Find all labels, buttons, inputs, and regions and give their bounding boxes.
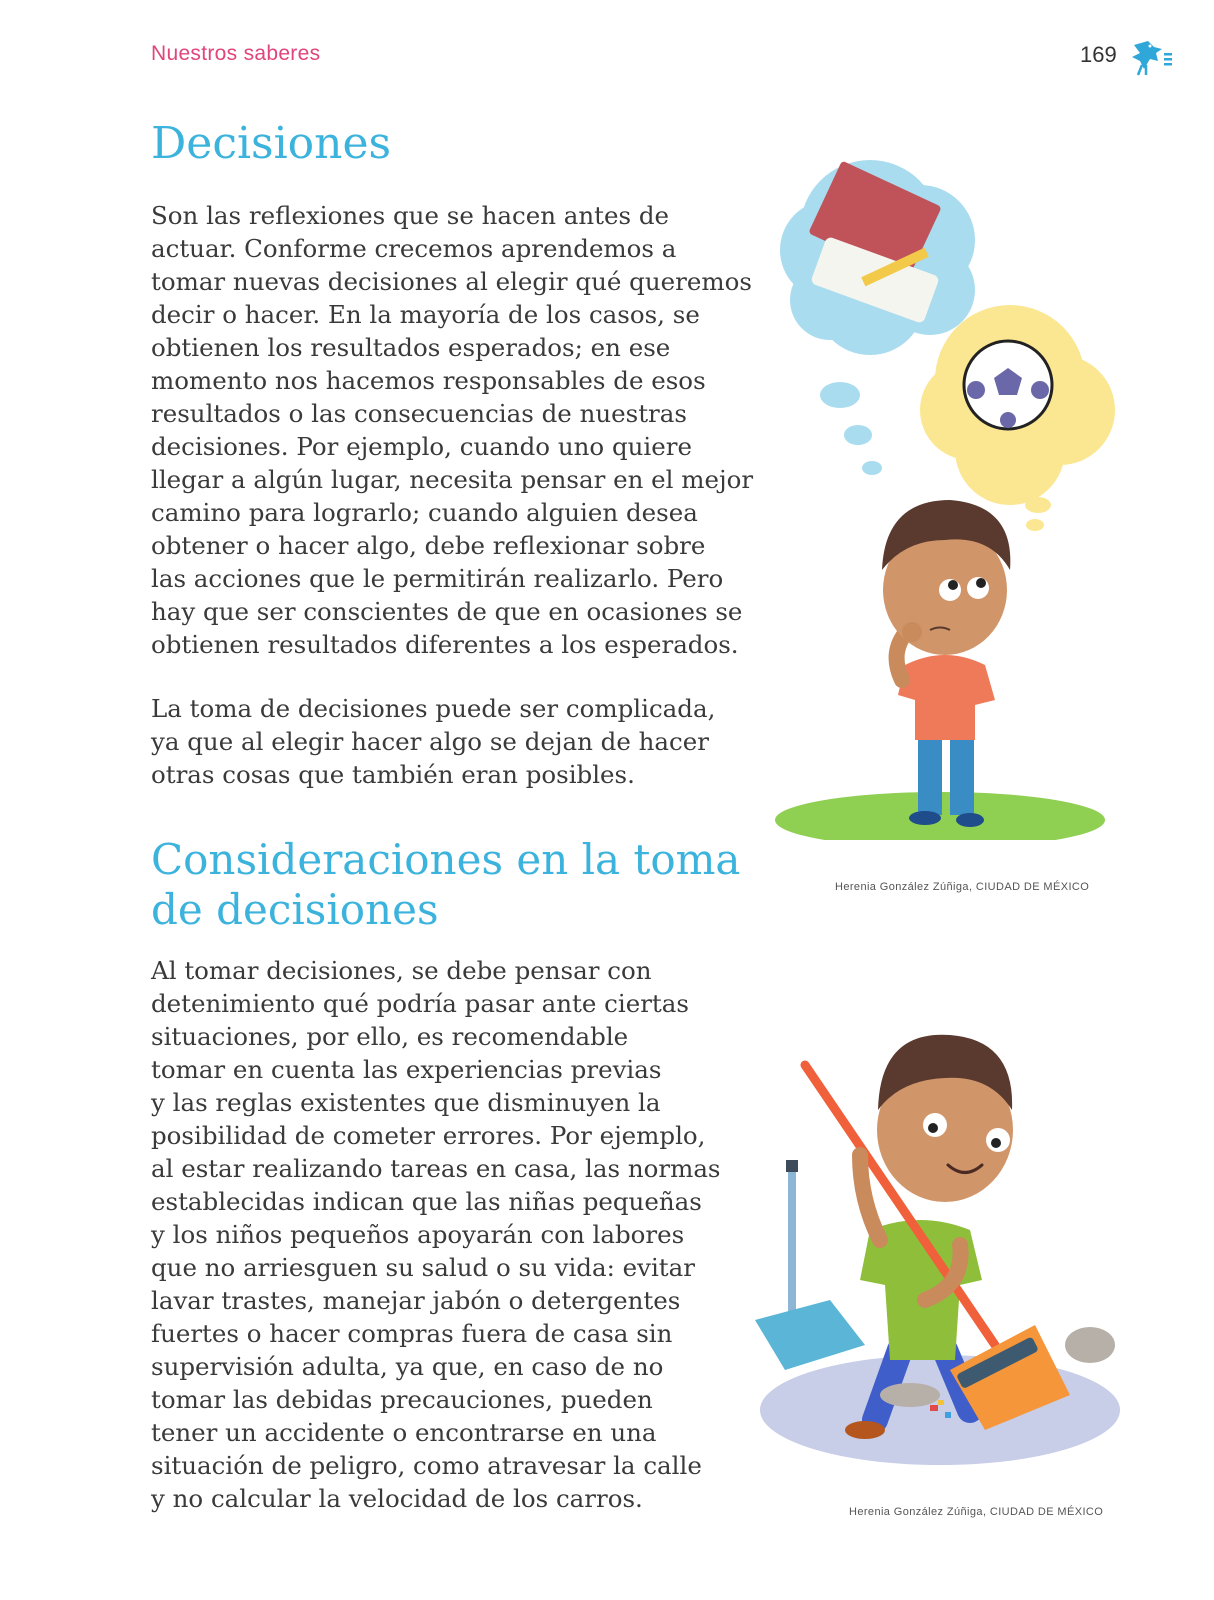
thinking-boy-illustration [770, 140, 1130, 840]
image-credit: Herenia González Zúñiga, CIUDAD DE MÉXICO [849, 1506, 1104, 1518]
image-credit: Herenia González Zúñiga, CIUDAD DE MÉXICO [835, 881, 1090, 893]
page-number: 169 [1080, 42, 1117, 67]
section-header: Nuestros saberes [151, 42, 321, 65]
paragraph: Son las reflexiones que se hacen antes de actuar. Conforme crecemos aprendemos a tomar nuevas decisiones al elegir qué queremos decir o hacer. En la mayoría de los casos, se obtienen los resultados esperados; en ese momento nos hacemos responsables de esos resultados o las consecuencias de nuestras decisiones. Por ejemplo, cuando uno quiere llegar a algún lugar, necesita pensar en el mejor camino para lograrlo; cuando alguien desea obtener o hacer algo, debe reflexionar sobre las acciones que le permitirán realizarlo. Pero hay que ser conscientes de que en ocasiones se obtienen resultados diferentes a los esperados. [151, 201, 754, 659]
section-title-decisiones: Decisiones [151, 118, 392, 169]
paragraph: La toma de decisiones puede ser complicada, ya que al elegir hacer algo se dejan de hacer otras cosas que también eran posibles. [151, 694, 716, 789]
paragraph: Al tomar decisiones, se debe pensar con detenimiento qué podría pasar ante ciertas situaciones, por ello, es recomendable tomar en cuenta las experiencias previas y las reglas existentes que disminuyen la posibilidad de cometer errores. Por ejemplo, al estar realizando tareas en casa, las normas establecidas indican que las niñas pequeñas y los niños pequeños apoyarán con labores que no arriesguen su salud o su vida: evitar lavar trastes, manejar jabón o detergentes fuertes o hacer compras fuera de casa sin supervisión adulta, ya que, en caso de no tomar las debidas precauciones, pueden tener un accidente o encontrarse en una situación de peligro, como atravesar la calle y no calcular la velocidad de los carros. [151, 956, 721, 1513]
section-title-consideraciones: Consideraciones en la toma de decisiones [151, 835, 741, 934]
sweeping-boy-illustration [750, 1000, 1130, 1480]
bird-logo-icon [1128, 37, 1174, 77]
